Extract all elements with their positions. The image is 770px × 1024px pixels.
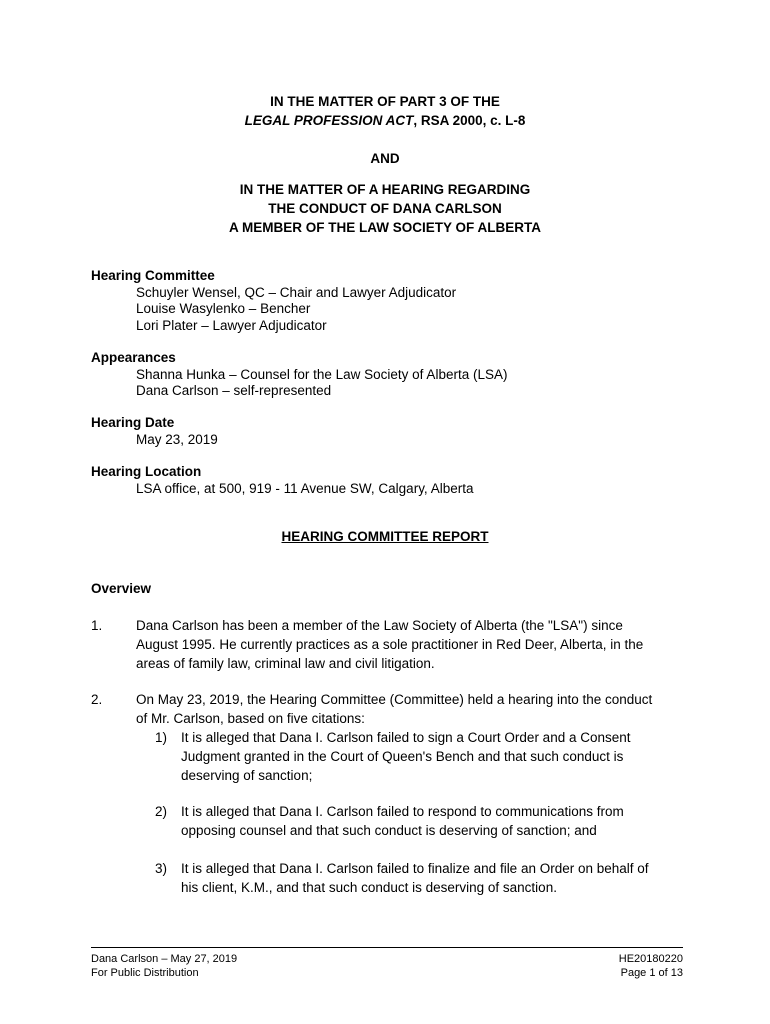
act-citation: , RSA 2000, c. L-8: [413, 113, 526, 128]
footer-divider: [91, 947, 683, 948]
citation-number: 3): [155, 861, 168, 876]
footer-page-number: Page 1 of 13: [620, 967, 683, 979]
hearing-date-value: May 23, 2019: [136, 431, 218, 447]
citation-line: It is alleged that Dana I. Carlson failed to sign a Court Order and a Consent: [181, 730, 631, 745]
committee-member: Lori Plater – Lawyer Adjudicator: [136, 317, 327, 333]
footer-file-number: HE20180220: [618, 953, 683, 965]
header-and: AND: [370, 151, 400, 166]
citation-line: deserving of sanction;: [181, 768, 313, 783]
paragraph-line: August 1995. He currently practices as a sole practitioner in Red Deer, Alberta, in the: [136, 637, 644, 652]
act-name: LEGAL PROFESSION ACT: [244, 113, 414, 128]
header-line-5: A MEMBER OF THE LAW SOCIETY OF ALBERTA: [229, 220, 541, 235]
footer-left: [91, 952, 237, 980]
paragraph-line: areas of family law, criminal law and civil litigation.: [136, 656, 435, 671]
footer-right: [619, 952, 683, 980]
section-heading: Appearances: [91, 350, 176, 365]
header-line-3: IN THE MATTER OF A HEARING REGARDING: [239, 182, 531, 197]
paragraph-2: [91, 690, 691, 728]
paragraph-line: of Mr. Carlson, based on five citations:: [136, 711, 365, 726]
citation-number: 1): [155, 730, 168, 745]
hearing-date-section: [91, 415, 691, 448]
hearing-location-section: [91, 464, 691, 497]
section-heading: Hearing Location: [91, 464, 202, 479]
citation-3: [155, 859, 675, 897]
hearing-committee-section: [91, 268, 691, 334]
header-line-1: IN THE MATTER OF PART 3 OF THE: [270, 94, 500, 109]
citation-1: [155, 728, 675, 785]
report-title: HEARING COMMITTEE REPORT: [281, 529, 489, 544]
committee-member: Schuyler Wensel, QC – Chair and Lawyer Adjudicator: [136, 284, 457, 300]
paragraph-1: [91, 616, 691, 673]
paragraph-line: On May 23, 2019, the Hearing Committee (Committee) held a hearing into the conduct: [136, 692, 653, 707]
paragraph-line: Dana Carlson has been a member of the Law Society of Alberta (the "LSA") since: [136, 618, 623, 633]
citation-line: Judgment granted in the Court of Queen's Bench and that such conduct is: [181, 749, 624, 764]
citation-2: [155, 802, 675, 840]
citation-line: It is alleged that Dana I. Carlson failed to respond to communications from: [181, 804, 624, 819]
hearing-location-value: LSA office, at 500, 919 - 11 Avenue SW, Calgary, Alberta: [136, 480, 474, 496]
citation-line: his client, K.M., and that such conduct is deserving of sanction.: [181, 880, 557, 895]
appearance-item: Dana Carlson – self-represented: [136, 383, 332, 398]
citation-number: 2): [155, 804, 168, 819]
appearances-section: [91, 350, 691, 400]
footer-case-date: Dana Carlson – May 27, 2019: [91, 953, 238, 965]
paragraph-number: 2.: [91, 692, 103, 707]
appearance-item: Shanna Hunka – Counsel for the Law Society of Alberta (LSA): [136, 366, 508, 382]
section-heading: Hearing Date: [91, 415, 175, 430]
footer-distribution: For Public Distribution: [91, 967, 199, 979]
overview-heading: Overview: [91, 581, 152, 596]
header-line-4: THE CONDUCT OF DANA CARLSON: [268, 201, 502, 216]
citation-line: opposing counsel and that such conduct is deserving of sanction; and: [181, 823, 597, 838]
committee-member: Louise Wasylenko – Bencher: [136, 301, 311, 316]
citation-line: It is alleged that Dana I. Carlson failed to finalize and file an Order on behalf of: [181, 861, 649, 876]
header-line-2: [0, 113, 770, 128]
section-heading: Hearing Committee: [91, 268, 215, 283]
paragraph-number: 1.: [91, 618, 103, 633]
